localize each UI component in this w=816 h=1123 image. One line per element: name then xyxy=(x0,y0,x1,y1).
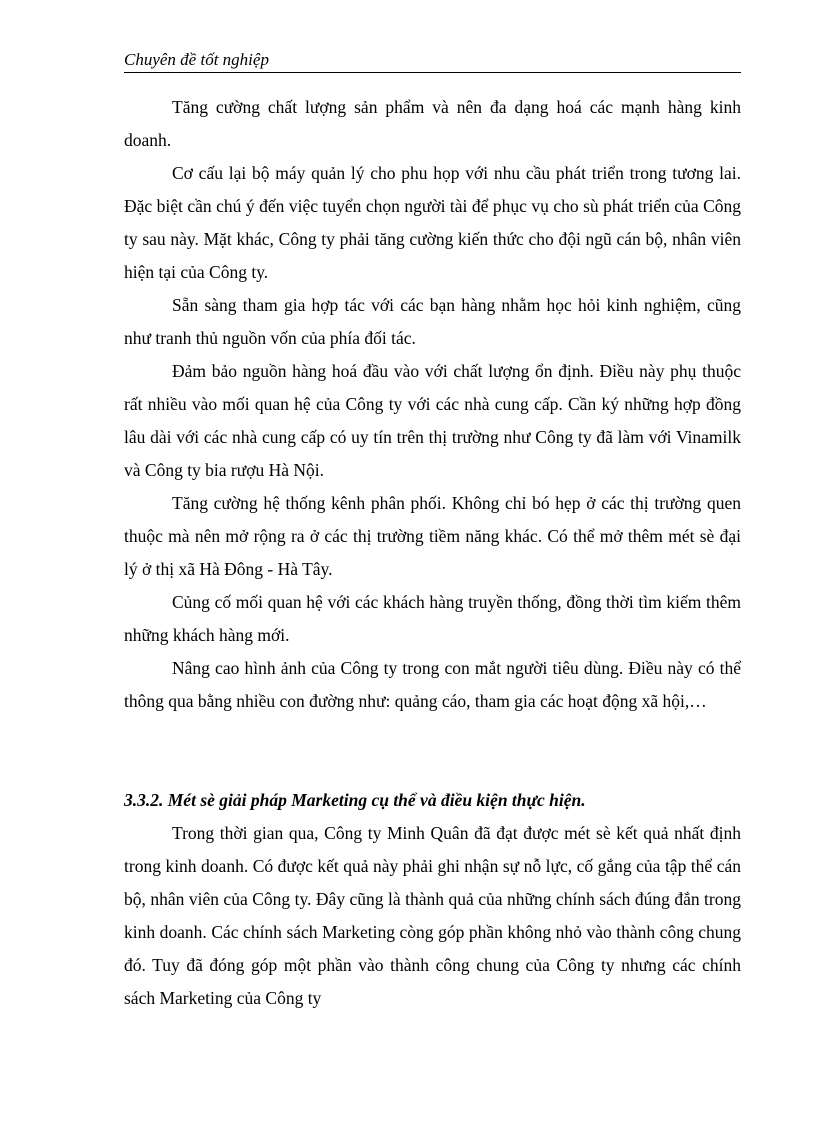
section-spacer xyxy=(124,718,741,784)
paragraph-management-restructure: Cơ cấu lại bộ máy quản lý cho phu họp với nhu cầu phát triển trong tương lai. Đặc biệt cần chú ý đến việc tuyển chọn người tài để phục vụ cho sù phát triển của Công ty sau này. Mặt khác, Công ty phải tăng cường kiến thức cho đội ngũ cán bộ, nhân viên hiện tại của Công ty. xyxy=(124,163,741,282)
paragraph-distribution-channels: Tăng cường hệ thống kênh phân phối. Không chỉ bó hẹp ở các thị trường quen thuộc mà nên mở rộng ra ở các thị trường tiềm năng khác. Có thể mở thêm mét sè đại lý ở thị xã Hà Đông - Hà Tây. xyxy=(124,493,741,579)
document-body xyxy=(124,91,741,1015)
section-paragraph: Trong thời gian qua, Công ty Minh Quân đã đạt được mét sè kết quả nhất định trong kinh doanh. Có được kết quả này phải ghi nhận sự nỗ lực, cố gắng của tập thể cán bộ, nhân viên của Công ty. Đây cũng là thành quả của những chính sách đúng đắn trong kinh doanh. Các chính sách Marketing còng góp phần không nhỏ vào thành công chung đó. Tuy đã đóng góp một phần vào thành công chung của Công ty nhưng các chính sách Marketing của Công ty xyxy=(124,823,741,1008)
page-header: Chuyên đề tốt nghiệp xyxy=(124,50,741,73)
paragraph-supply-sources: Đảm bảo nguồn hàng hoá đầu vào với chất lượng ổn định. Điều này phụ thuộc rất nhiều vào mối quan hệ của Công ty với các nhà cung cấp. Cần ký những hợp đồng lâu dài với các nhà cung cấp có uy tín trên thị trường như Công ty đã làm với Vinamilk và Công ty bia rượu Hà Nội. xyxy=(124,361,741,480)
paragraph-company-image: Nâng cao hình ảnh của Công ty trong con mắt người tiêu dùng. Điều này có thể thông qua bằng nhiều con đường như: quảng cáo, tham gia các hoạt động xã hội,… xyxy=(124,658,741,711)
paragraph-product-quality: Tăng cường chất lượng sản phẩm và nên đa dạng hoá các mạnh hàng kinh doanh. xyxy=(124,97,741,150)
paragraph-partnership: Sẵn sàng tham gia hợp tác với các bạn hàng nhằm học hỏi kinh nghiệm, cũng như tranh thủ nguồn vốn của phía đối tác. xyxy=(124,295,741,348)
section-heading: 3.3.2. Mét sè giải pháp Marketing cụ thể và điều kiện thực hiện. xyxy=(124,790,586,810)
paragraph-customer-relations: Củng cố mối quan hệ với các khách hàng truyền thống, đồng thời tìm kiếm thêm những khách hàng mới. xyxy=(124,592,741,645)
